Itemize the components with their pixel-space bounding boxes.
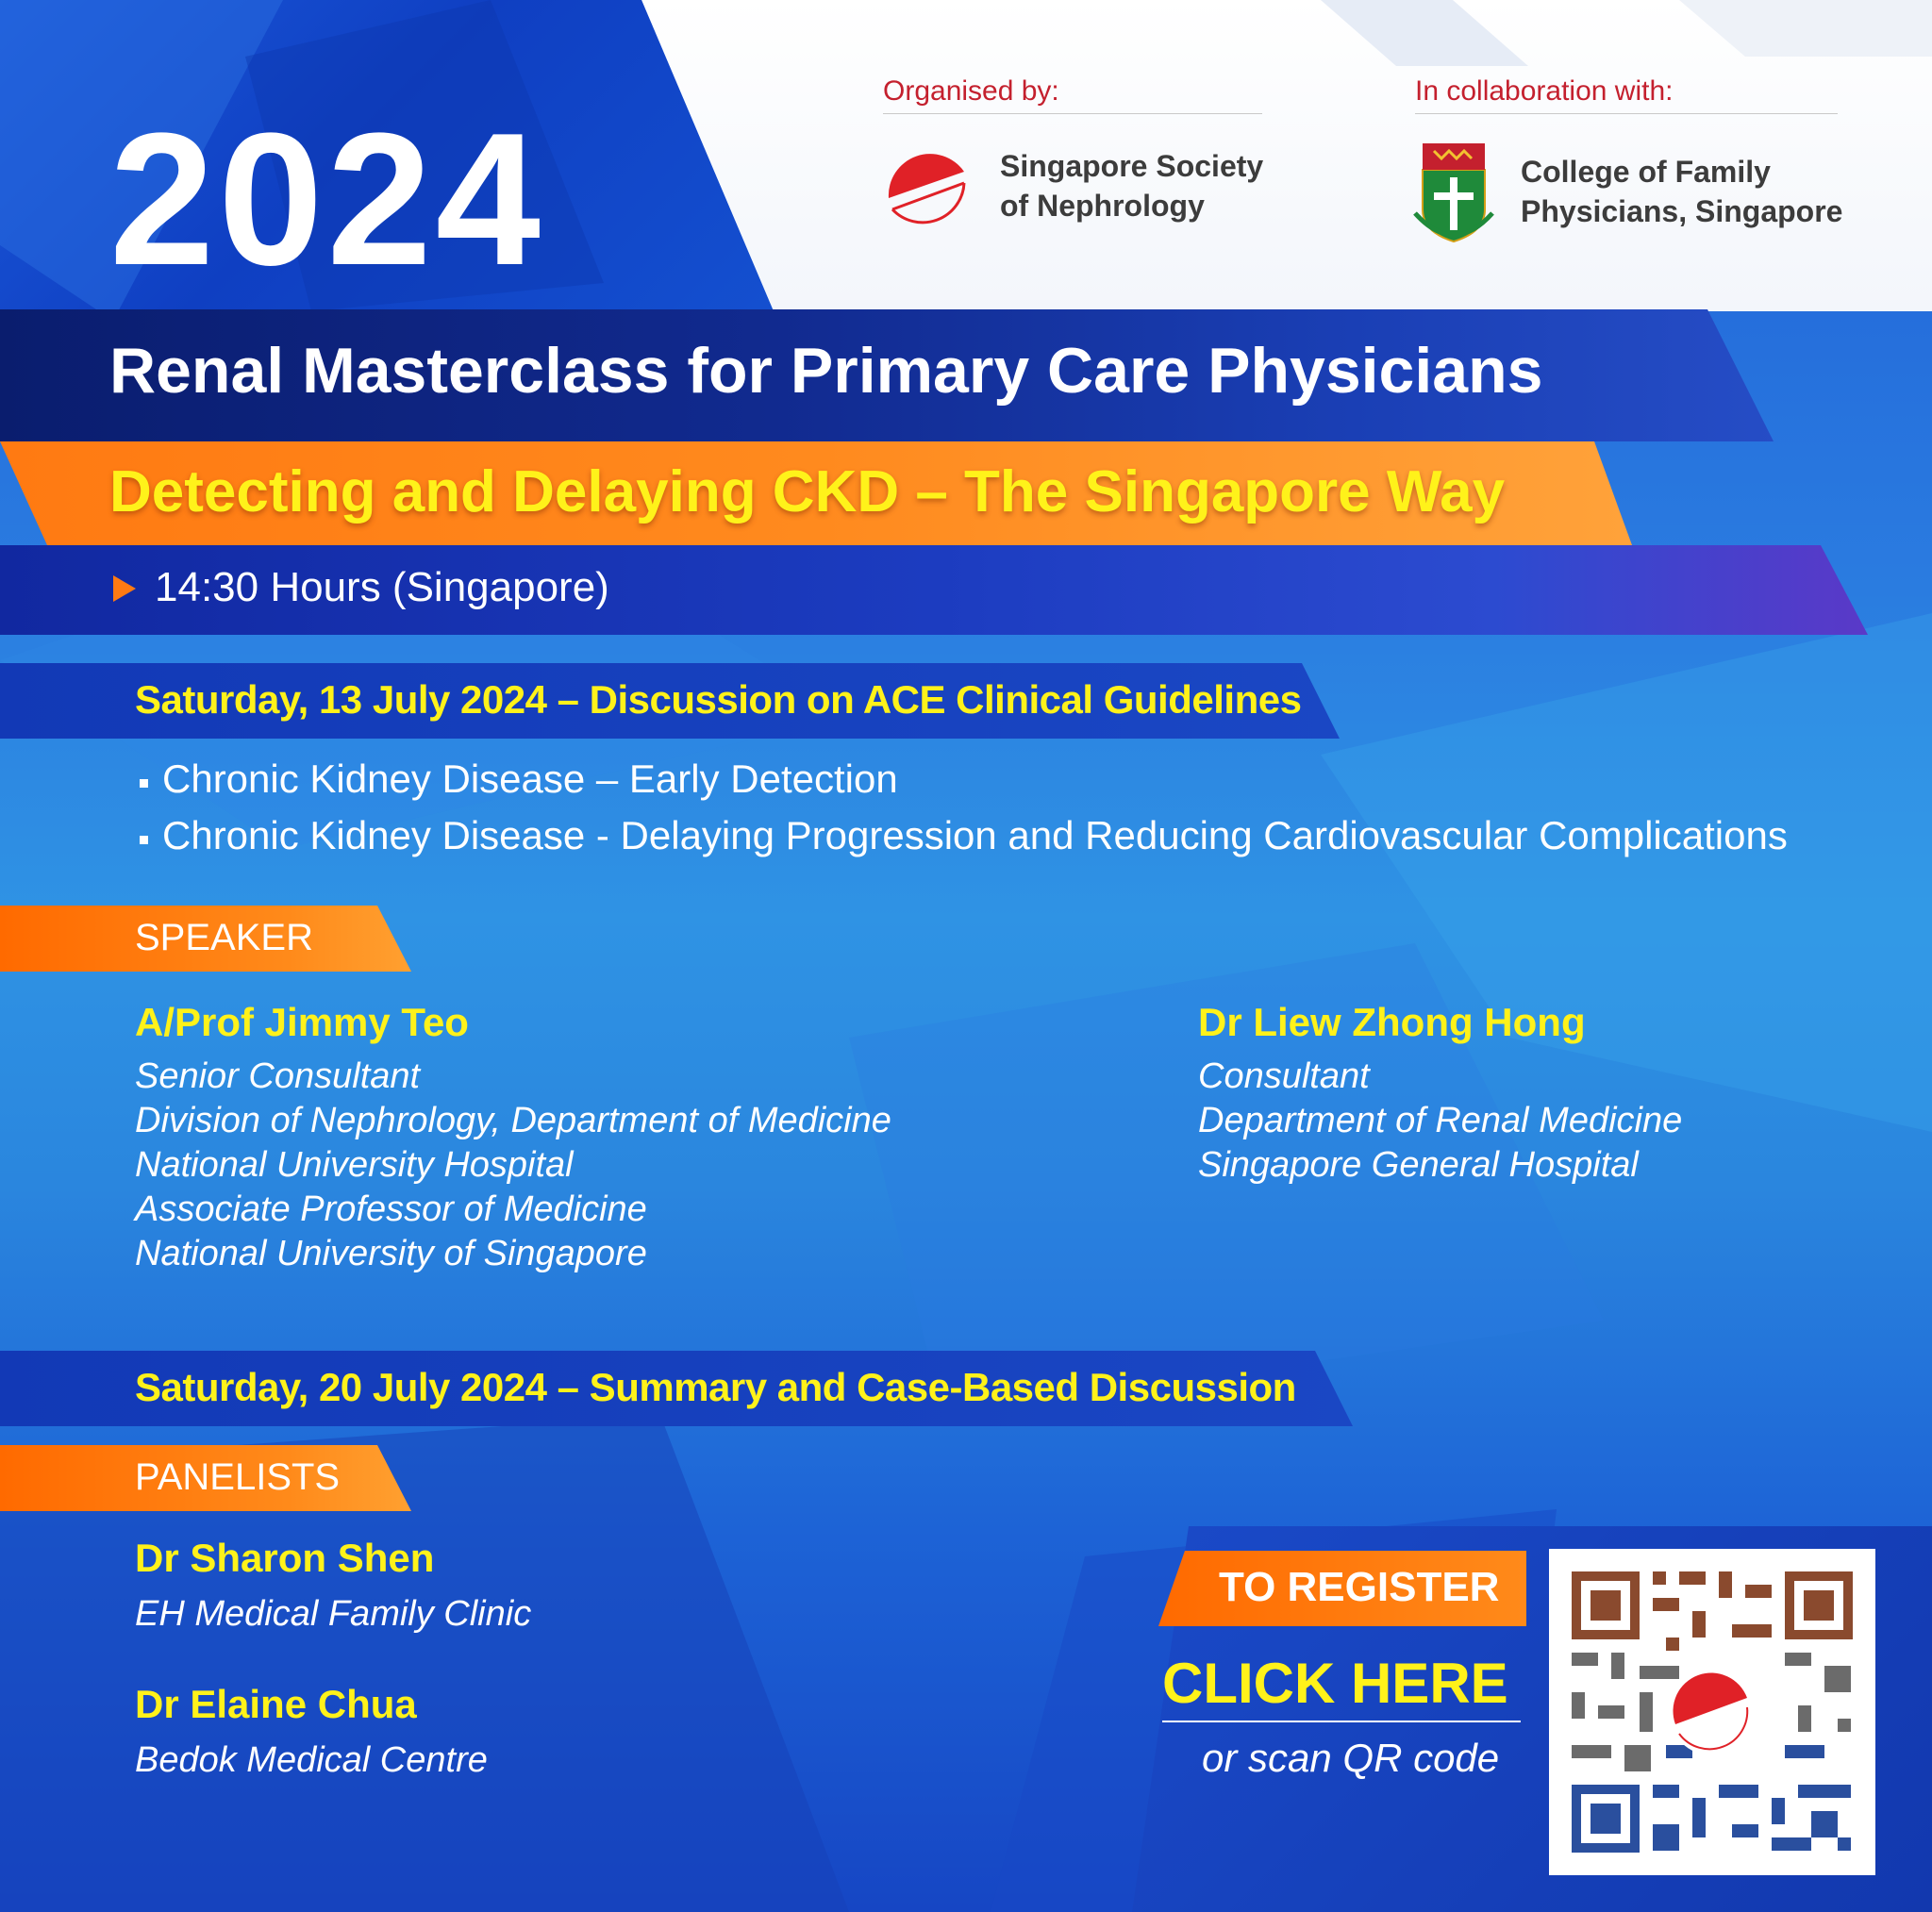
speaker-role: Senior Consultant xyxy=(135,1056,421,1096)
speaker-role: National University Hospital xyxy=(135,1145,574,1185)
speaker-role: Singapore General Hospital xyxy=(1198,1145,1639,1185)
collab-label: In collaboration with: xyxy=(1415,75,1674,107)
collaborator-name xyxy=(1521,153,1842,231)
cfps-crest-icon xyxy=(1409,136,1498,247)
speaker-role: Associate Professor of Medicine xyxy=(135,1189,647,1229)
session1-date: Saturday, 13 July 2024 – Discussion on ACE Clinical Guidelines xyxy=(135,677,1302,722)
bullet-icon xyxy=(140,836,148,844)
event-title: Renal Masterclass for Primary Care Physicians xyxy=(109,335,1543,407)
session2-date: Saturday, 20 July 2024 – Summary and Case-Based Discussion xyxy=(135,1365,1296,1409)
speaker-card xyxy=(135,1000,891,1276)
panelist-name: Dr Elaine Chua xyxy=(135,1682,417,1726)
panelist-name: Dr Sharon Shen xyxy=(135,1536,435,1580)
panelists-label: PANELISTS xyxy=(135,1456,341,1498)
qr-code-icon[interactable] xyxy=(1549,1549,1875,1875)
speaker-name: Dr Liew Zhong Hong xyxy=(1198,1000,1586,1044)
speaker-card xyxy=(1198,1000,1682,1188)
panelist-affiliation: Bedok Medical Centre xyxy=(135,1740,488,1780)
click-here-link[interactable]: CLICK HERE xyxy=(1162,1652,1508,1715)
event-year: 2024 xyxy=(109,94,544,305)
speaker-label: SPEAKER xyxy=(135,917,313,958)
qr-code-graphic xyxy=(1549,1549,1875,1875)
speaker-name: A/Prof Jimmy Teo xyxy=(135,1000,469,1044)
speaker-role: Division of Nephrology, Department of Medicine xyxy=(135,1101,891,1140)
organised-by-label: Organised by: xyxy=(883,75,1059,107)
organiser-line2: of Nephrology xyxy=(1000,188,1205,223)
collaborator-line1: College of Family xyxy=(1521,155,1771,189)
register-label: TO REGISTER xyxy=(1219,1564,1500,1610)
panelist-card xyxy=(135,1536,531,1637)
cta-underline xyxy=(1162,1721,1521,1722)
collaborator-line2: Physicians, Singapore xyxy=(1521,193,1843,228)
bullet-icon xyxy=(140,779,148,788)
scan-qr-text: or scan QR code xyxy=(1202,1736,1500,1780)
event-subtitle: Detecting and Delaying CKD – The Singapore Way xyxy=(109,459,1506,524)
speaker-role: Department of Renal Medicine xyxy=(1198,1101,1683,1140)
collab-rule xyxy=(1415,113,1838,114)
ssn-logo-icon xyxy=(883,128,970,245)
panelist-affiliation: EH Medical Family Clinic xyxy=(135,1594,532,1634)
play-triangle-icon xyxy=(113,575,136,602)
organiser-line1: Singapore Society xyxy=(1000,149,1264,183)
event-time: 14:30 Hours (Singapore) xyxy=(155,564,609,610)
speaker-role: National University of Singapore xyxy=(135,1234,647,1273)
poster: 2024 Organised by: Singapore Society of Nephrology In collaboration with: College of Family Physicians, Singapore Renal Masterclass for Primary Care Physicians Detecting and Delaying CKD – The Singapore Way 14:30 Hours (Singapore) Saturday, 13 July 2024 – Discussion on ACE Clinical Guidelines Chronic Kidney Disease – Early Detection Chronic Kidney Disease - Delaying Progression and Reducing Cardiovascular Complications SPEAKER A/Prof Jimmy Teo Senior Consultant Division of Nephrology, Department of Medicine National University Hospital Associate Professor of Medicine National University of Singapore Dr Liew Zhong Hong Consultant Department of Renal Medicine Singapore General Hospital Saturday, 20 July 2024 – Summary and Case-Based Discussion PANELISTS Dr Sharon Shen EH Medical Family Clinic Dr Elaine Chua Bedok Medical Centre TO REGISTER CLICK HERE or scan QR code xyxy=(0,0,1932,1912)
organiser-name xyxy=(1000,147,1263,225)
organised-by-rule xyxy=(883,113,1262,114)
speaker-role: Consultant xyxy=(1198,1056,1370,1096)
panelist-card xyxy=(135,1682,488,1783)
